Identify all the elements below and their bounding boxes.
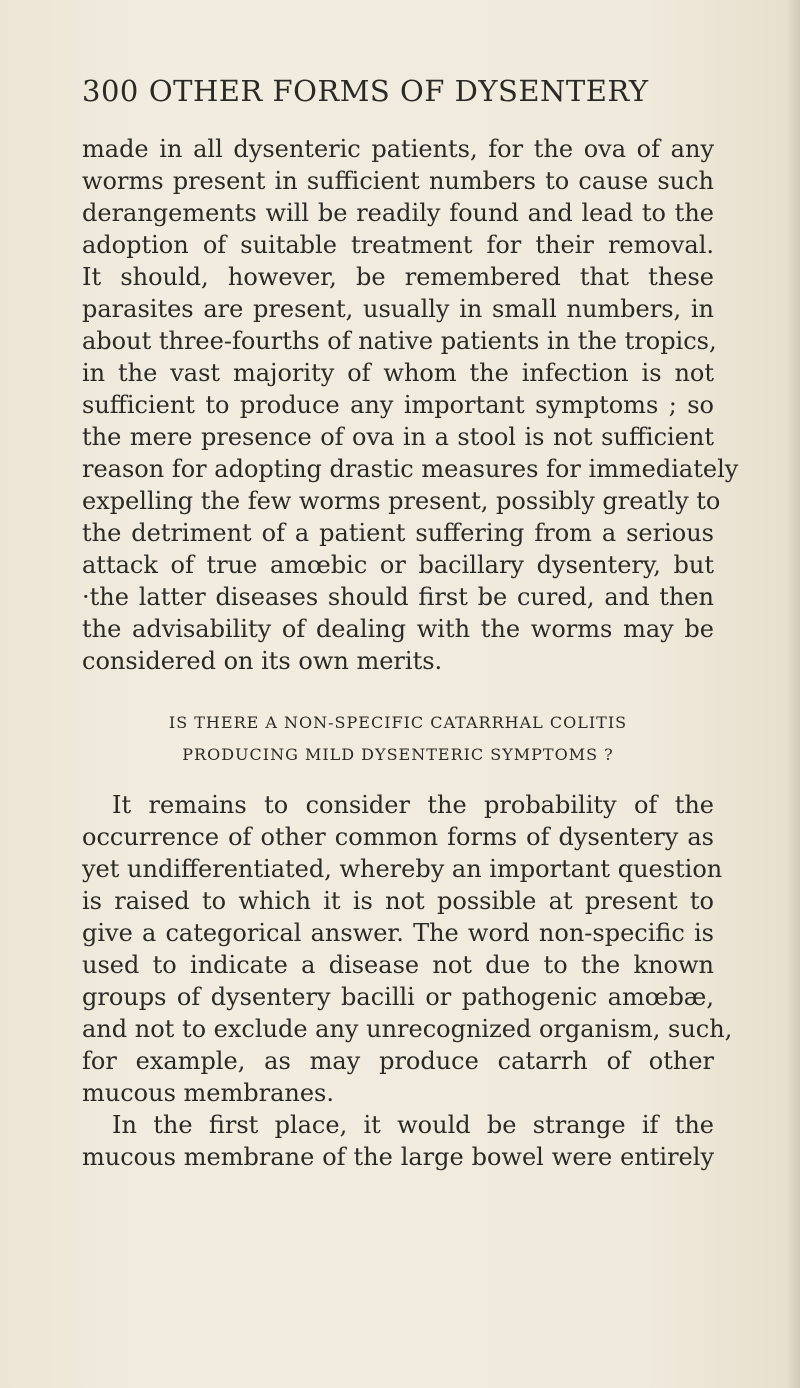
- page-edge-shadow: [786, 0, 800, 1388]
- text-line: ·the latter diseases should first be cured, and then: [82, 583, 714, 611]
- text-line: occurrence of other common forms of dysentery as: [82, 823, 714, 851]
- text-line: derangements will be readily found and lead to the: [82, 199, 714, 227]
- text-line: parasites are present, usually in small numbers, in: [82, 295, 714, 323]
- text-line: used to indicate a disease not due to the known: [82, 951, 714, 979]
- text-line: mucous membrane of the large bowel were entirely: [82, 1143, 714, 1171]
- text-line: attack of true amœbic or bacillary dysentery, but: [82, 551, 714, 579]
- text-line: the detriment of a patient suffering from a serious: [82, 519, 714, 547]
- text-line: expelling the few worms present, possibly greatly to: [82, 487, 721, 515]
- text-line: for example, as may produce catarrh of other: [82, 1047, 714, 1075]
- text-line: mucous membranes.: [82, 1079, 334, 1107]
- text-line: groups of dysentery bacilli or pathogenic amœbæ,: [82, 983, 714, 1011]
- text-line: worms present in sufficient numbers to cause such: [82, 167, 714, 195]
- text-line: yet undifferentiated, whereby an important question: [82, 855, 723, 883]
- text-line: give a categorical answer. The word non-specific is: [82, 919, 714, 947]
- section-heading-line: PRODUCING MILD DYSENTERIC SYMPTOMS ?: [182, 745, 614, 764]
- running-title: OTHER FORMS OF DYSENTERY: [148, 74, 649, 108]
- text-line: In the first place, it would be strange if the: [112, 1111, 714, 1139]
- text-line: and not to exclude any unrecognized organism, such,: [82, 1015, 733, 1043]
- text-line: made in all dysenteric patients, for the ova of any: [82, 135, 714, 163]
- text-line: reason for adopting drastic measures for immediately: [82, 455, 739, 483]
- text-line: sufficient to produce any important symptoms ; so: [82, 391, 714, 419]
- text-line: the mere presence of ova in a stool is not sufficient: [82, 423, 714, 451]
- text-line: in the vast majority of whom the infection is not: [82, 359, 714, 387]
- text-line: the advisability of dealing with the worms may be: [82, 615, 714, 643]
- text-line: about three-fourths of native patients in the tropics,: [82, 327, 717, 355]
- text-line: is raised to which it is not possible at present to: [82, 887, 714, 915]
- text-line: It remains to consider the probability of the: [112, 791, 714, 819]
- text-line: considered on its own merits.: [82, 647, 443, 675]
- page-number: 300: [82, 74, 139, 108]
- text-line: It should, however, be remembered that these: [82, 263, 714, 291]
- running-header: [82, 74, 649, 108]
- text-line: adoption of suitable treatment for their removal.: [82, 231, 714, 259]
- section-heading-line: IS THERE A NON-SPECIFIC CATARRHAL COLITIS: [168, 713, 628, 732]
